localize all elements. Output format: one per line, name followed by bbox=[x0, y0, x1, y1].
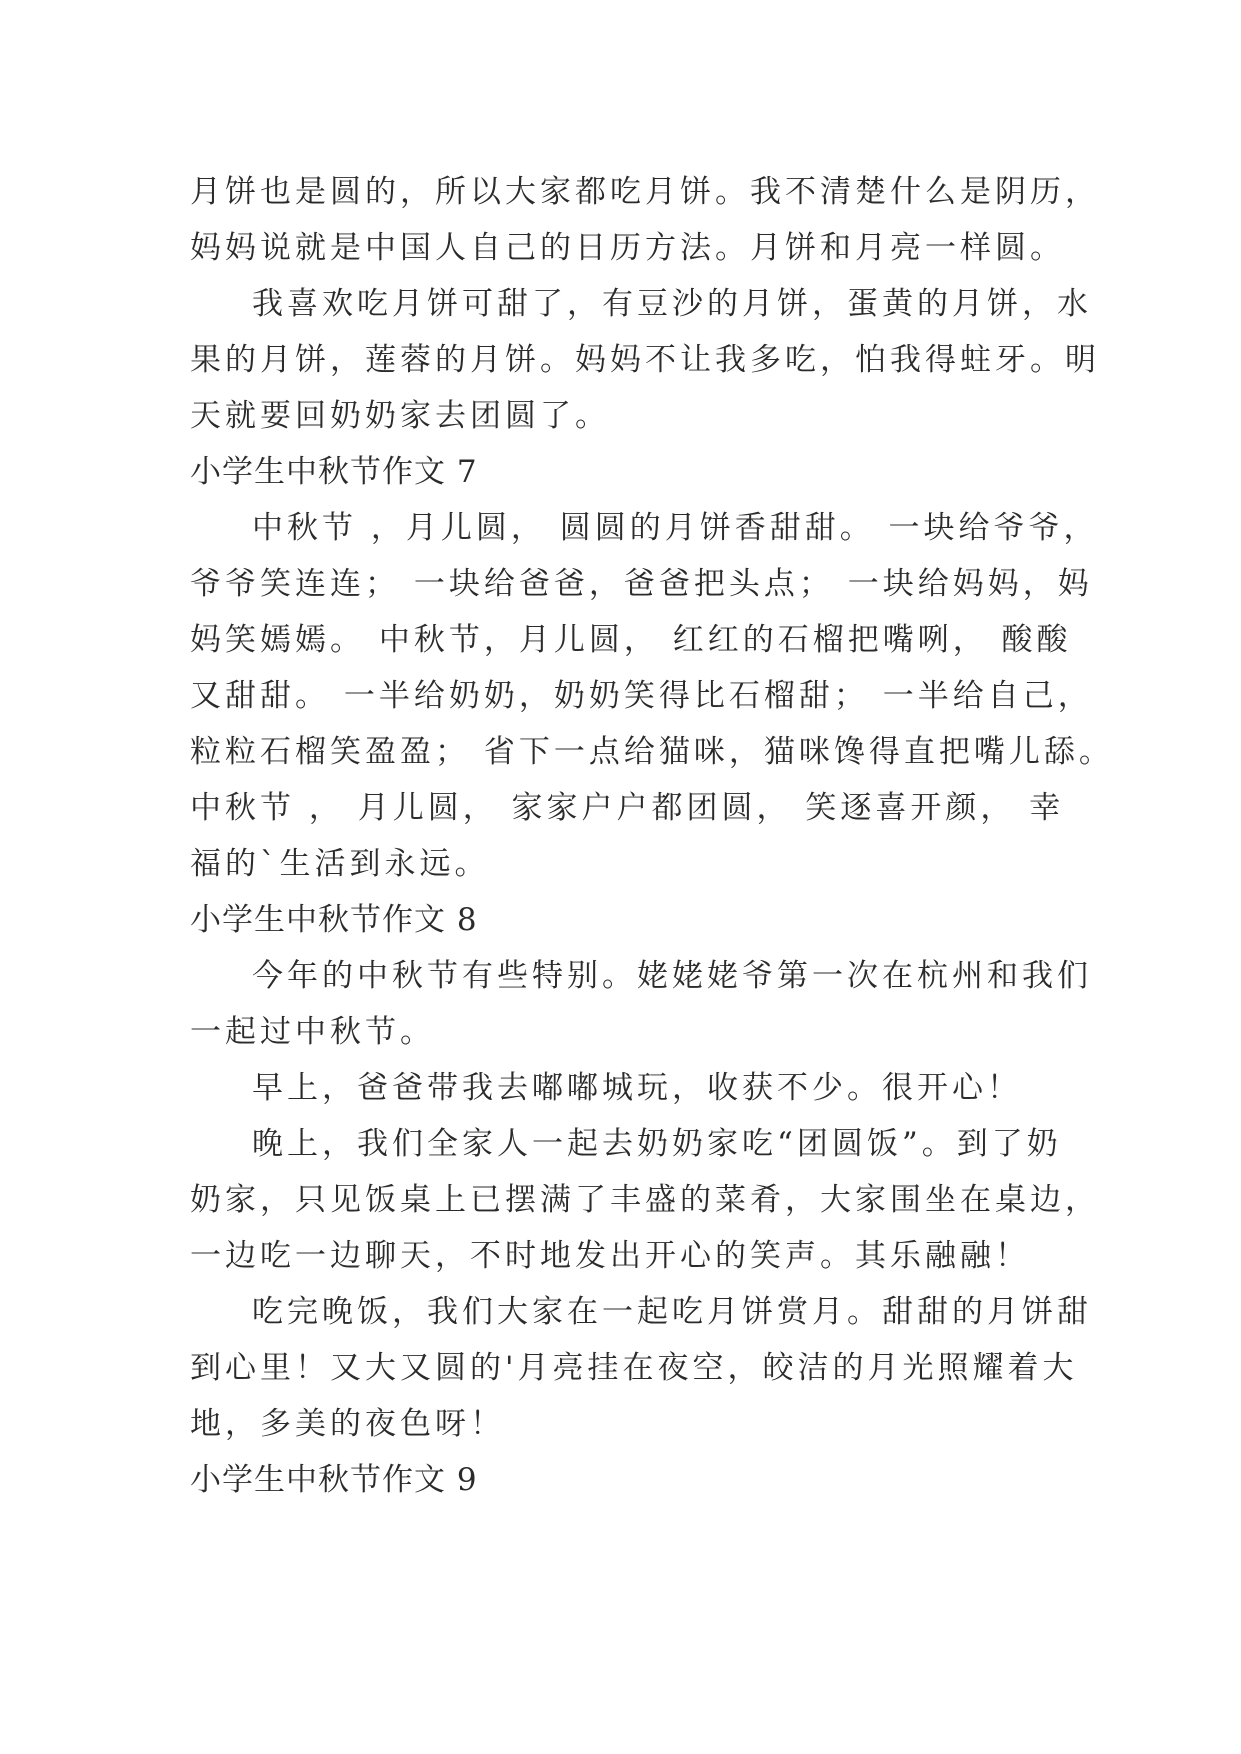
text-line: 我喜欢吃月饼可甜了，有豆沙的月饼，蛋黄的月饼，水 bbox=[252, 286, 1092, 322]
section-heading: 小学生中秋节作文 7 bbox=[190, 454, 478, 490]
text-line: 妈妈说就是中国人自己的日历方法。月饼和月亮一样圆。 bbox=[190, 230, 1065, 266]
text-line: 到心里！又大又圆的'月亮挂在夜空，皎洁的月光照耀着大 bbox=[190, 1350, 1078, 1386]
text-line: 福的`生活到永远。 bbox=[190, 846, 490, 882]
text-line: 奶家，只见饭桌上已摆满了丰盛的菜肴，大家围坐在桌边， bbox=[190, 1182, 1100, 1218]
text-line: 妈笑嫣嫣。 中秋节，月儿圆， 红红的石榴把嘴咧， 酸酸 bbox=[190, 622, 1072, 658]
text-line: 吃完晚饭，我们大家在一起吃月饼赏月。甜甜的月饼甜 bbox=[252, 1294, 1092, 1330]
text-line: 中秋节 ， 月儿圆， 家家户户都团圆， 笑逐喜开颜， 幸 bbox=[190, 790, 1065, 826]
section-heading: 小学生中秋节作文 9 bbox=[190, 1462, 478, 1498]
text-line: 中秋节 ，月儿圆， 圆圆的月饼香甜甜。 一块给爷爷， bbox=[252, 510, 1099, 546]
text-line: 一边吃一边聊天，不时地发出开心的笑声。其乐融融！ bbox=[190, 1238, 1030, 1274]
text-line: 粒粒石榴笑盈盈； 省下一点给猫咪，猫咪馋得直把嘴儿舔。 bbox=[190, 734, 1114, 770]
text-line: 早上，爸爸带我去嘟嘟城玩，收获不少。很开心！ bbox=[252, 1070, 1022, 1106]
text-line: 今年的中秋节有些特别。姥姥姥爷第一次在杭州和我们 bbox=[252, 958, 1092, 994]
text-line: 又甜甜。 一半给奶奶，奶奶笑得比石榴甜； 一半给自己， bbox=[190, 678, 1093, 714]
essay-text bbox=[190, 164, 1114, 1508]
text-line: 天就要回奶奶家去团圆了。 bbox=[190, 398, 610, 434]
text-line: 晚上，我们全家人一起去奶奶家吃“团圆饭”。到了奶 bbox=[252, 1126, 1062, 1162]
section-heading: 小学生中秋节作文 8 bbox=[190, 902, 478, 938]
text-line: 果的月饼，莲蓉的月饼。妈妈不让我多吃，怕我得蛀牙。明 bbox=[190, 342, 1100, 378]
text-line: 一起过中秋节。 bbox=[190, 1014, 435, 1050]
text-line: 地，多美的夜色呀！ bbox=[190, 1406, 505, 1442]
text-line: 月饼也是圆的，所以大家都吃月饼。我不清楚什么是阴历， bbox=[190, 174, 1100, 210]
text-line: 爷爷笑连连； 一块给爸爸，爸爸把头点； 一块给妈妈，妈 bbox=[190, 566, 1093, 602]
